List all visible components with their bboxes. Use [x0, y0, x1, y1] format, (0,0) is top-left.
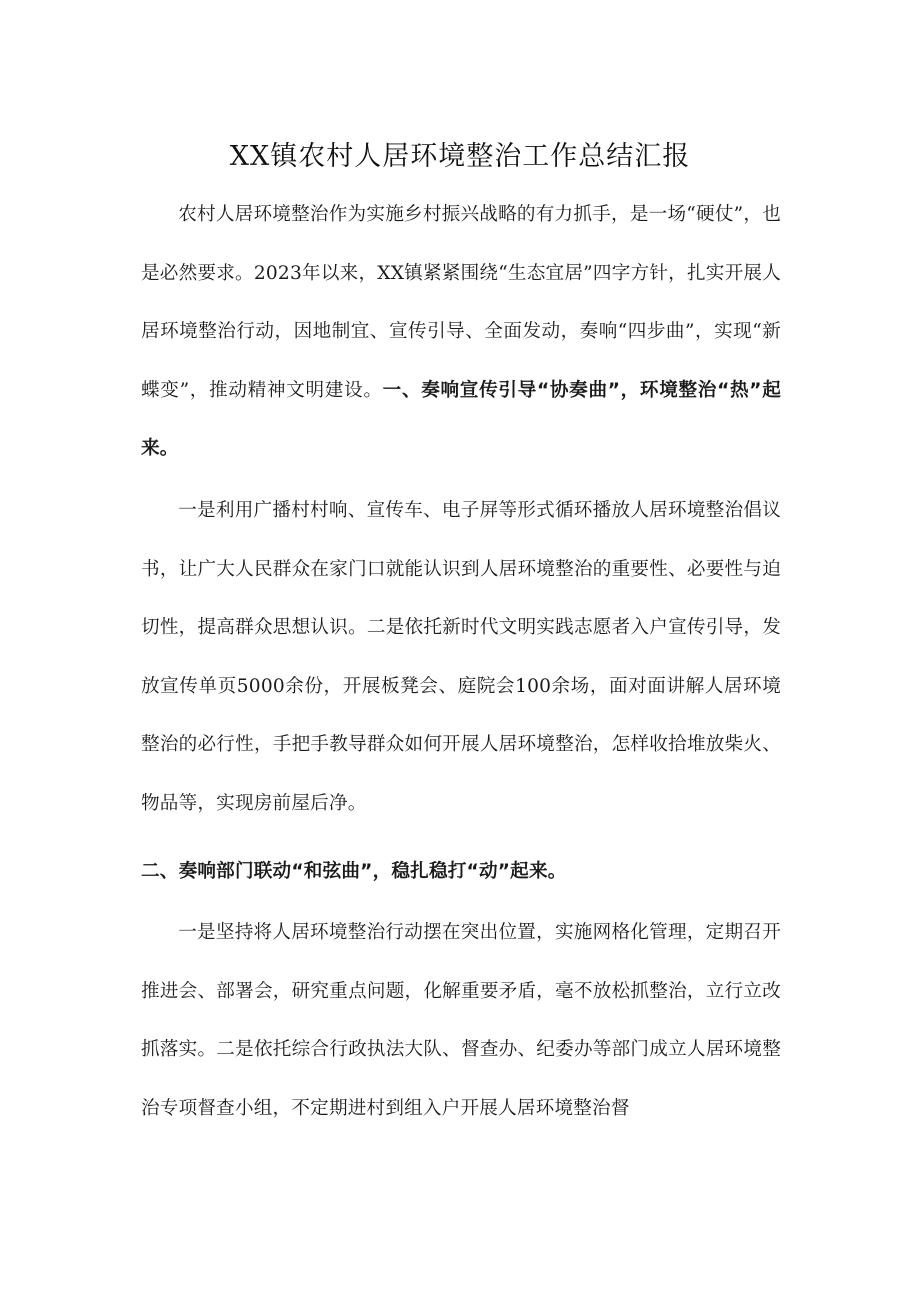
document-title: XX镇农村人居环境整治工作总结汇报	[229, 141, 691, 172]
intro-paragraph	[141, 166, 781, 479]
intro-text: 农村人居环境整治作为实施乡村振兴战略的有力抓手，是一场“硬仗”，也是必然要求。2023年以来，XX镇紧紧围绕“生态宜居”四字方针，扎实开展人居环境整治行动，因地制宜、宣传引导、全面发动，奏响“四步曲”，实现“新蝶变”，推动精神文明建设。	[141, 204, 781, 401]
section2-body: 一是坚持将人居环境整治行动摆在突出位置，实施网格化管理，定期召开推进会、部署会，研究重点问题，化解重要矛盾，毫不放松抓整治，立行立改抓落实。二是依托综合行政执法大队、督查办、纪委办等部门成立人居环境整治专项督查小组，不定期进村到组入户开展人居环境整治督	[141, 922, 781, 1119]
section1-heading: 一、奏响宣传引导“协奏曲”，环境整治“热”起来。	[141, 379, 781, 459]
section1-body: 一是利用广播村村响、宣传车、电子屏等形式循环播放人居环境整治倡议书，让广大人民群众在家门口就能认识到人居环境整治的重要性、必要性与迫切性，提高群众思想认识。二是依托新时代文明实践志愿者入户宣传引导，发放宣传单页5000余份，开展板凳会、庭院会100余场，面对面讲解人居环境整治的必行性，手把手教导群众如何开展人居环境整治，怎样收拾堆放柴火、物品等，实现房前屋后净。	[141, 500, 781, 814]
section2-heading: 二、奏响部门联动“和弦曲”，稳扎稳打“动”起来。	[141, 861, 567, 882]
